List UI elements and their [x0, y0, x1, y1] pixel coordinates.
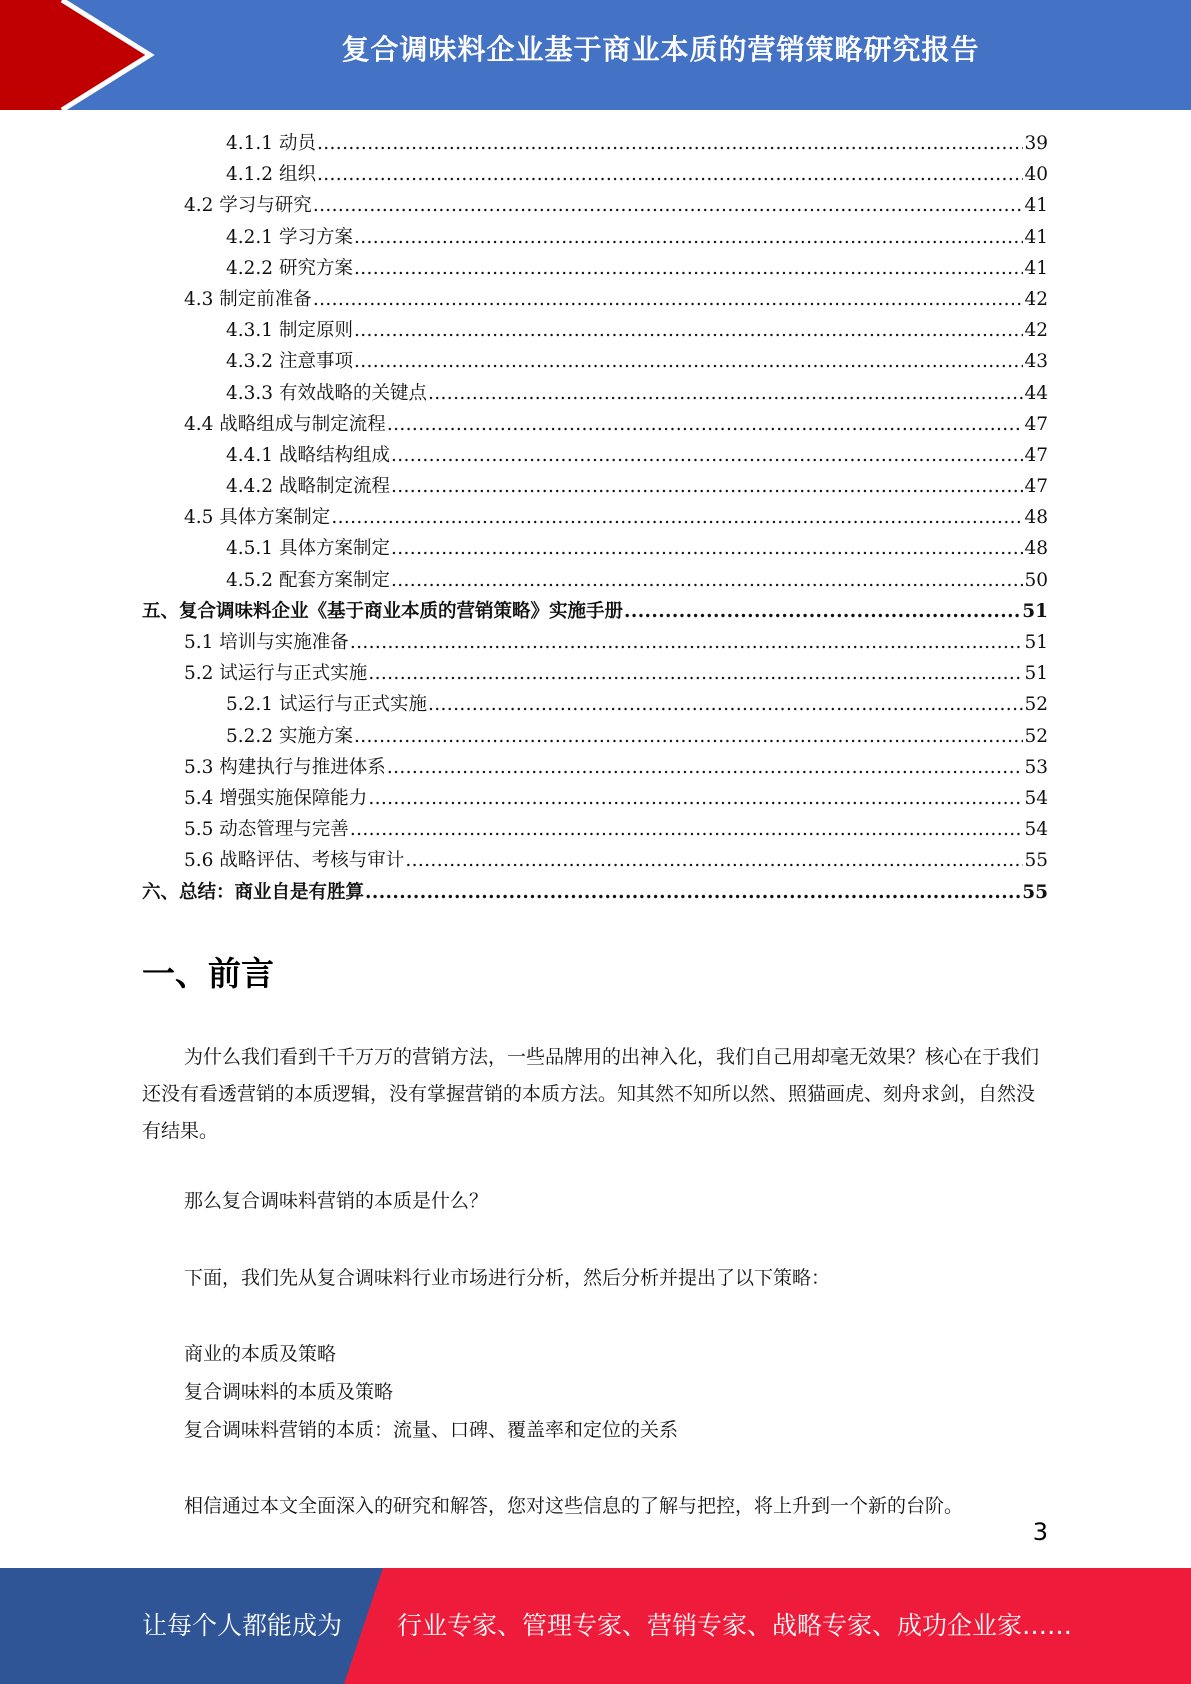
list-item: 复合调味料的本质及策略: [184, 1381, 394, 1403]
toc-entry-page: 44: [1024, 382, 1048, 404]
toc-entry[interactable]: [142, 533, 1048, 564]
toc-entry-label: 5.4 增强实施保障能力: [184, 787, 368, 809]
toc-entry-page: 43: [1024, 351, 1048, 373]
toc-entry[interactable]: [142, 845, 1048, 876]
toc-entry[interactable]: [142, 627, 1048, 658]
toc-entry-label: 5.2.1 试运行与正式实施: [226, 694, 427, 716]
question-paragraph: 那么复合调味料营销的本质是什么？: [184, 1190, 489, 1212]
toc-entry-label: 六、总结：商业自是有胜算: [142, 881, 365, 903]
toc-entry[interactable]: [142, 409, 1048, 440]
toc-entry[interactable]: [142, 159, 1048, 190]
toc-entry[interactable]: [142, 284, 1048, 315]
toc-entry-page: 51: [1022, 600, 1048, 622]
toc-entry[interactable]: [142, 721, 1048, 752]
toc-entry[interactable]: [142, 689, 1048, 720]
toc-leader-dots: [313, 190, 1024, 221]
toc-leader-dots: [387, 409, 1024, 440]
toc-entry-label: 4.1.2 组织: [226, 164, 316, 186]
toc-entry-page: 48: [1024, 507, 1048, 529]
toc-entry-label: 4.5 具体方案制定: [184, 507, 331, 529]
toc-entry-page: 51: [1024, 663, 1048, 685]
toc-entry-label: 4.4 战略组成与制定流程: [184, 413, 386, 435]
toc-entry-page: 42: [1024, 320, 1048, 342]
toc-entry-page: 41: [1024, 195, 1048, 217]
toc-entry-label: 5.6 战略评估、考核与审计: [184, 850, 405, 872]
toc-leader-dots: [368, 658, 1023, 689]
page-number: 3: [1032, 1518, 1048, 1546]
toc-entry-page: 52: [1024, 725, 1048, 747]
toc-entry-label: 5.2 试运行与正式实施: [184, 663, 368, 685]
toc-leader-dots: [428, 689, 1023, 720]
toc-leader-dots: [317, 159, 1024, 190]
toc-entry-page: 48: [1024, 538, 1048, 560]
toc-entry-label: 5.3 构建执行与推进体系: [184, 756, 386, 778]
toc-leader-dots: [387, 752, 1024, 783]
toc-entry-page: 41: [1024, 257, 1048, 279]
toc-entry[interactable]: [142, 315, 1048, 346]
toc-entry[interactable]: [142, 253, 1048, 284]
toc-entry[interactable]: [142, 565, 1048, 596]
toc-entry-label: 五、复合调味料企业《基于商业本质的营销策略》实施手册: [142, 600, 624, 622]
toc-entry-page: 39: [1024, 133, 1048, 154]
toc-leader-dots: [350, 814, 1024, 845]
toc-entry[interactable]: [142, 752, 1048, 783]
toc-entry-page: 47: [1024, 444, 1048, 466]
footer-slogan-left: 让每个人都能成为: [142, 1611, 343, 1640]
toc-entry[interactable]: [142, 128, 1048, 159]
toc-entry-label: 4.5.1 具体方案制定: [226, 538, 390, 560]
toc-entry-page: 55: [1024, 850, 1048, 872]
toc-entry[interactable]: [142, 502, 1048, 533]
toc-leader-dots: [354, 721, 1024, 752]
toc-entry-label: 4.1.1 动员: [226, 133, 316, 154]
toc-entry-label: 4.2 学习与研究: [184, 195, 312, 217]
toc-entry[interactable]: [142, 471, 1048, 502]
strategy-list: [184, 1335, 678, 1449]
toc-entry-label: 4.2.2 研究方案: [226, 257, 353, 279]
toc-entry-label: 4.4.1 战略结构组成: [226, 444, 390, 466]
red-arrow-icon: [0, 0, 160, 110]
toc-leader-dots: [354, 346, 1024, 377]
toc-leader-dots: [391, 440, 1023, 471]
toc-entry-label: 4.3.3 有效战略的关键点: [226, 382, 427, 404]
toc-leader-dots: [354, 315, 1024, 346]
document-title: 复合调味料企业基于商业本质的营销策略研究报告: [341, 33, 980, 66]
toc-leader-dots: [365, 877, 1021, 908]
toc-leader-dots: [391, 565, 1023, 596]
toc-leader-dots: [428, 378, 1023, 409]
toc-leader-dots: [391, 533, 1023, 564]
toc-leader-dots: [354, 222, 1024, 253]
toc-entry[interactable]: [142, 222, 1048, 253]
section-heading: 一、前言: [142, 954, 274, 993]
toc-entry-page: 55: [1022, 881, 1048, 903]
toc-entry-label: 5.2.2 实施方案: [226, 725, 353, 747]
toc-entry-page: 54: [1024, 787, 1048, 809]
toc-entry-page: 47: [1024, 413, 1048, 435]
toc-leader-dots: [350, 627, 1024, 658]
toc-leader-dots: [368, 783, 1023, 814]
toc-entry[interactable]: [142, 440, 1048, 471]
toc-entry-label: 4.5.2 配套方案制定: [226, 569, 390, 591]
closing-paragraph: 相信通过本文全面深入的研究和解答，您对这些信息的了解与把控，将上升到一个新的台阶。: [184, 1495, 964, 1517]
toc-leader-dots: [331, 502, 1023, 533]
toc-entry-page: 54: [1024, 819, 1048, 841]
toc-leader-dots: [354, 253, 1024, 284]
toc-entry-page: 40: [1024, 164, 1048, 186]
toc-entry-page: 52: [1024, 694, 1048, 716]
toc-entry[interactable]: [142, 814, 1048, 845]
toc-entry[interactable]: [142, 877, 1048, 908]
toc-leader-dots: [313, 284, 1024, 315]
intro-paragraph: 为什么我们看到千千万万的营销方法，一些品牌用的出神入化，我们自己用却毫无效果？核心在于我们还没有看透营销的本质逻辑，没有掌握营销的本质方法。知其然不知所以然、照猫画虎、刻舟求剑，自然没有结果。: [142, 1046, 1040, 1142]
toc-leader-dots: [317, 128, 1024, 159]
toc-entry[interactable]: [142, 346, 1048, 377]
toc-entry[interactable]: [142, 658, 1048, 689]
toc-entry-label: 4.2.1 学习方案: [226, 226, 353, 248]
toc-entry[interactable]: [142, 378, 1048, 409]
footer-slogan-right: 行业专家、管理专家、营销专家、战略专家、成功企业家……: [397, 1611, 1073, 1640]
toc-leader-dots: [624, 596, 1021, 627]
toc-entry-page: 47: [1024, 476, 1048, 498]
toc-entry-label: 4.3.1 制定原则: [226, 320, 353, 342]
list-item: 复合调味料营销的本质：流量、口碑、覆盖率和定位的关系: [184, 1419, 679, 1441]
toc-entry-page: 51: [1024, 632, 1048, 653]
next-paragraph: 下面，我们先从复合调味料行业市场进行分析，然后分析并提出了以下策略：: [184, 1267, 831, 1289]
footer-banner: [0, 1568, 1191, 1684]
toc-entry[interactable]: [142, 190, 1048, 221]
toc-entry-page: 53: [1024, 756, 1048, 778]
toc-entry-label: 5.1 培训与实施准备: [184, 632, 349, 653]
toc-entry-page: 50: [1024, 569, 1048, 591]
table-of-contents: [142, 128, 1048, 908]
list-item: 商业的本质及策略: [184, 1343, 337, 1365]
toc-entry-label: 4.3.2 注意事项: [226, 351, 353, 373]
toc-leader-dots: [391, 471, 1023, 502]
toc-entry-label: 5.5 动态管理与完善: [184, 819, 349, 841]
header-banner: [0, 0, 1191, 110]
toc-entry[interactable]: [142, 783, 1048, 814]
toc-entry-page: 42: [1024, 288, 1048, 310]
toc-leader-dots: [405, 845, 1023, 876]
toc-entry[interactable]: [142, 596, 1048, 627]
toc-entry-label: 4.3 制定前准备: [184, 288, 312, 310]
toc-entry-label: 4.4.2 战略制定流程: [226, 476, 390, 498]
toc-entry-page: 41: [1024, 226, 1048, 248]
